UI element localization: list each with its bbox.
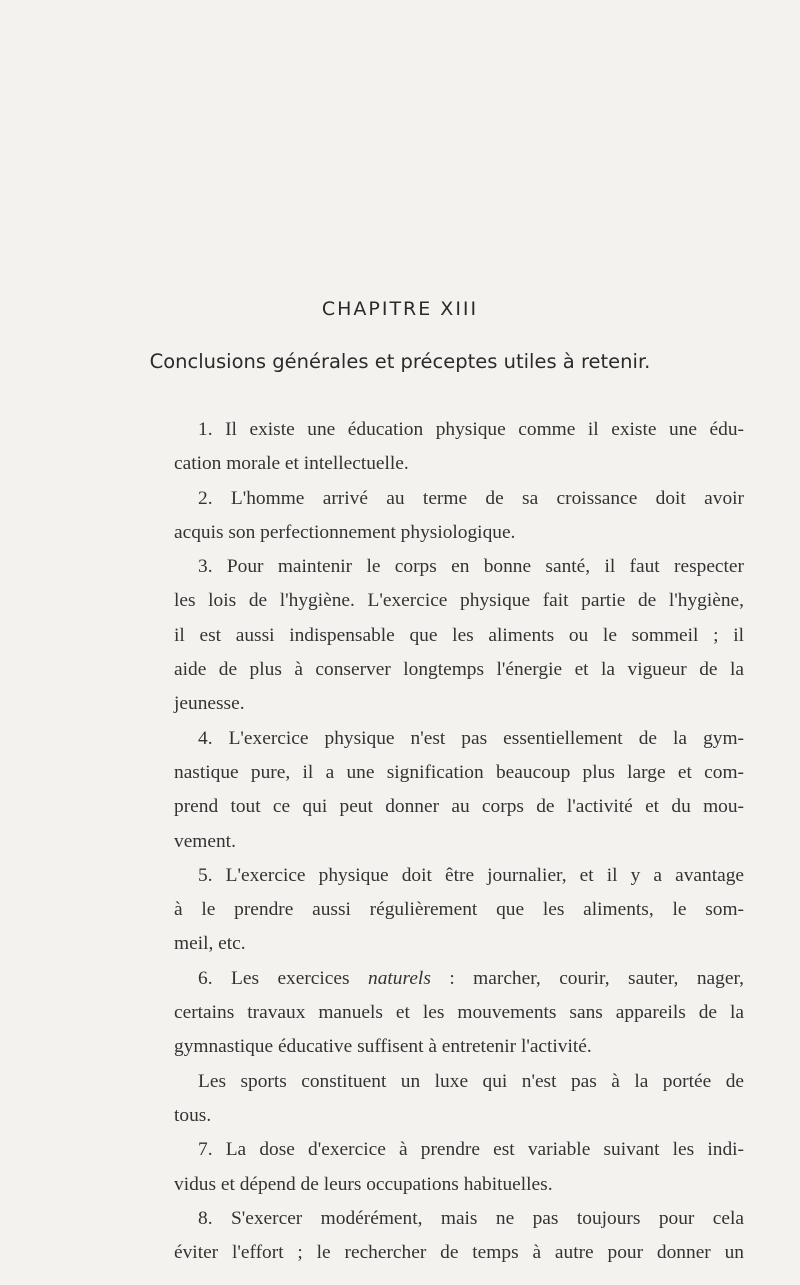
paragraph-2-line-1: 2. L'homme arrivé au terme de sa croissance doit avoir (198, 487, 744, 509)
paragraph-6b-line-2: tous. (174, 1104, 212, 1126)
natural-exercises-italic: naturels (368, 967, 431, 989)
chapter-title: Conclusions générales et préceptes utiles à retenir. (149, 350, 651, 373)
paragraph-3-line-2: les lois de l'hygiène. L'exercice physique fait partie de l'hygiène, (174, 590, 744, 612)
paragraph-1-line-2: cation morale et intellectuelle. (174, 453, 409, 475)
paragraph-7-line-1: 7. La dose d'exercice à prendre est variable suivant les indi- (198, 1139, 744, 1161)
paragraph-6-line-1 (174, 962, 744, 996)
paragraph-6b-line-1: Les sports constituent un luxe qui n'est pas à la portée de (198, 1070, 744, 1092)
paragraph-2-line-2: acquis son perfectionnement physiologique. (174, 521, 516, 543)
paragraph-8-line-2: éviter l'effort ; le rechercher de temps à autre pour donner un (174, 1242, 744, 1264)
paragraph-4-line-2: nastique pure, il a une signification beaucoup plus large et com- (174, 761, 744, 783)
paragraph-6-line-2: certains travaux manuels et les mouvements sans appareils de la (174, 1002, 744, 1024)
chapter-body (174, 413, 744, 1270)
paragraph-3-line-4: aide de plus à conserver longtemps l'énergie et la vigueur de la (174, 659, 744, 681)
paragraph-6-start: 6. Les exercices (198, 967, 350, 989)
paragraph-1-line-1: 1. Il existe une éducation physique comme il existe une édu- (198, 419, 744, 440)
chapter-number: CHAPITRE XIII (321, 298, 479, 320)
paragraph-4-line-4: vement. (174, 830, 236, 852)
paragraph-5-line-2: à le prendre aussi régulièrement que les aliments, le som- (174, 899, 744, 921)
paragraph-8-line-1: 8. S'exercer modérément, mais ne pas toujours pour cela (198, 1207, 744, 1229)
paragraph-3-line-3: il est aussi indispensable que les aliments ou le sommeil ; il (174, 624, 744, 646)
paragraph-6-line-3: gymnastique éducative suffisent à entretenir l'activité. (174, 1036, 592, 1058)
paragraph-5-line-3: meil, etc. (174, 933, 246, 955)
paragraph-3-line-1: 3. Pour maintenir le corps en bonne santé, il faut respecter (198, 556, 744, 578)
paragraph-3-line-5: jeunesse. (174, 693, 245, 715)
paragraph-4-line-3: prend tout ce qui peut donner au corps de l'activité et du mou- (174, 796, 744, 818)
paragraph-4-line-1: 4. L'exercice physique n'est pas essentiellement de la gym- (198, 727, 744, 749)
paragraph-5-line-1: 5. L'exercice physique doit être journalier, et il y a avantage (198, 864, 744, 886)
paragraph-6-rest: : marcher, courir, sauter, nager, (449, 967, 744, 989)
paragraph-7-line-2: vidus et dépend de leurs occupations habituelles. (174, 1173, 553, 1195)
